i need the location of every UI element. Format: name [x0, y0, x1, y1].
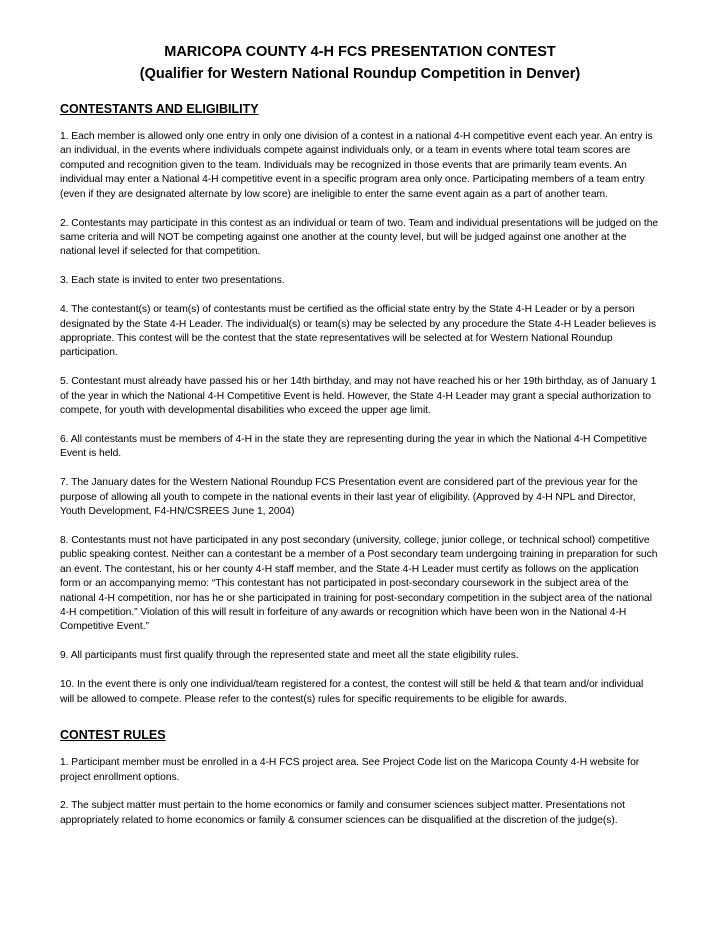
paragraph: 4. The contestant(s) or team(s) of contestants must be certified as the official state entry by the State 4-H Leader or by a person designated by the State 4-H Leader. The individual(s) or team(s) may be selected by any procedure the State 4-H Leader believes is appropriate. This contest will be the contest that the state representatives will be selected at for Western National Roundup participation. [60, 304, 657, 359]
paragraph: 7. The January dates for the Western National Roundup FCS Presentation event are considered part of the previous year for the purpose of allowing all youth to compete in the national events in their last year of eligibility. (Approved by 4-H NPL and Director, Youth Development, F4-HN/CSREES June 1, 2004) [60, 477, 638, 518]
paragraph: 9. All participants must first qualify through the represented state and meet all the state eligibility rules. [60, 650, 519, 662]
paragraph: 3. Each state is invited to enter two presentations. [60, 275, 285, 287]
paragraph: 1. Participant member must be enrolled in a 4-H FCS project area. See Project Code list on the Maricopa County 4-H website for project enrollment options. [60, 757, 640, 783]
paragraph: 10. In the event there is only one individual/team registered for a contest, the contest will still be held & that team and/or individual will be allowed to compete. Please refer to the contest(s) rules for specific requirements to be eligible for awards. [60, 679, 644, 705]
paragraph: 6. All contestants must be members of 4-H in the state they are representing during the year in which the National 4-H Competitive Event is held. [60, 434, 648, 460]
title-line-2: (Qualifier for Western National Roundup Competition in Denver) [139, 66, 581, 82]
paragraph: 5. Contestant must already have passed his or her 14th birthday, and may not have reached his or her 19th birthday, as of January 1 of the year in which the National 4-H Competitive Event is held. However, the State 4-H Leader may grant a special authorization to compete, for youth with developmental disabilities who exceed the upper age limit. [60, 376, 657, 417]
paragraph: 2. The subject matter must pertain to the home economics or family and consumer sciences subject matter. Presentations not appropriately related to home economics or family & consumer sciences can be disqualified at the discretion of the judge(s). [60, 800, 625, 826]
document-title [60, 41, 660, 85]
section-heading: CONTEST RULES [60, 728, 166, 743]
section-eligibility [60, 101, 660, 707]
title-line-1: MARICOPA COUNTY 4-H FCS PRESENTATION CONTEST [164, 44, 556, 60]
paragraph: 8. Contestants must not have participated in any post secondary (university, college, junior college, or technical school) competitive public speaking contest. Neither can a contestant be a member of a Post secondary team undergoing training in preparation for such an event. The contestant, his or her county 4-H staff member, and the State 4-H Leader must certify as follows on the application form or an accompanying memo: “This contestant has not participated in post-secondary coursework in the subject area of the national 4-H competition, nor has he or she participated in training for post-secondary competition in the subject area of the national 4-H competition.” Violation of this will result in forfeiture of any awards or recognition which have been won in the National 4-H Competitive Event.” [60, 535, 658, 633]
paragraph: 1. Each member is allowed only one entry in only one division of a contest in a national 4-H competitive event each year. An entry is an individual, in the events where individuals compete against individuals only, or a team in events where total team scores are computed and recognition given to the team. Individuals may be recognized in those events that are primarily team events. An individual may enter a National 4-H competitive event in a specific program area only once. Participating members of a team entry (even if they are designated alternate by low score) are ineligible to enter the same event again as a part of another team. [60, 131, 653, 200]
section-contest-rules [60, 727, 660, 828]
paragraph: 2. Contestants may participate in this contest as an individual or team of two. Team and individual presentations will be judged on the same criteria and will NOT be competing against one another at the county level, but will be judged against one another at the national level if selected for that competition. [60, 217, 659, 258]
section-heading: CONTESTANTS AND ELIGIBILITY [60, 102, 259, 116]
